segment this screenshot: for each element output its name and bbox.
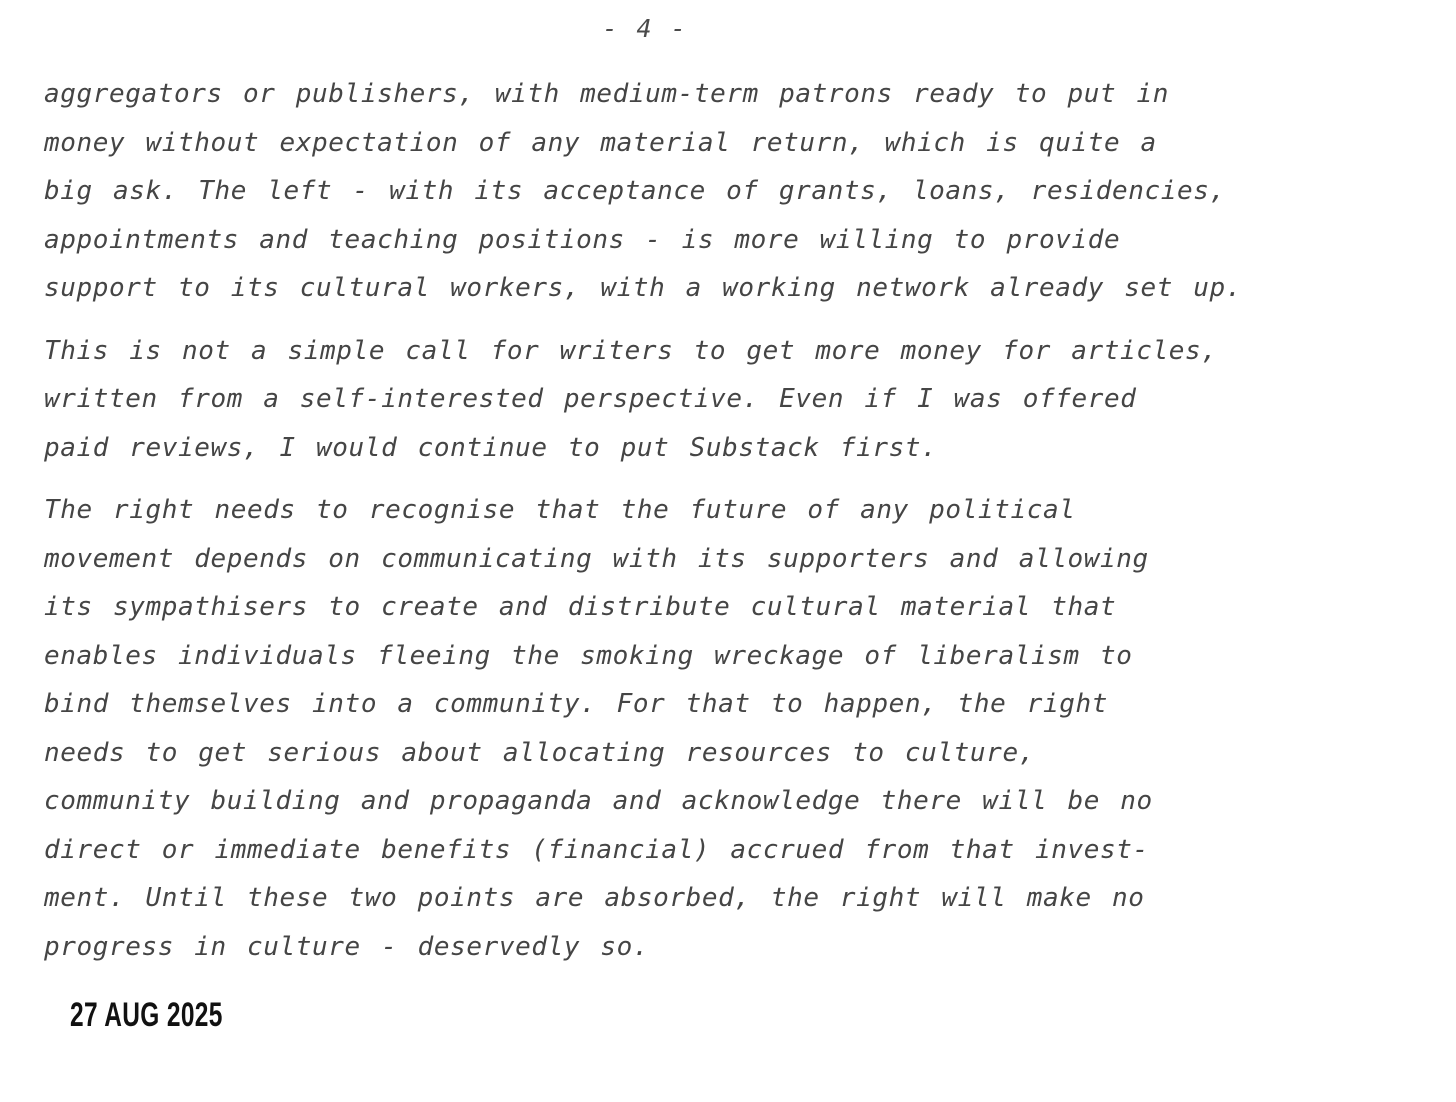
text-line: paid reviews, I would continue to put Substack first. xyxy=(44,432,938,463)
text-line: progress in culture - deservedly so. xyxy=(44,931,650,962)
text-line: bind themselves into a community. For that to happen, the right xyxy=(44,689,1108,719)
text-line: enables individuals fleeing the smoking wreckage of liberalism to xyxy=(44,640,1133,671)
text-line: needs to get serious about allocating resources to culture, xyxy=(44,737,1035,768)
text-line: direct or immediate benefits (financial) accrued from that invest- xyxy=(44,834,1149,865)
text-line: movement depends on communicating with its supporters and allowing xyxy=(44,543,1149,574)
text-line: aggregators or publishers, with medium-term patrons ready to put in xyxy=(44,79,1169,109)
paragraph xyxy=(44,486,1444,971)
text-line: big ask. The left - with its acceptance of grants, loans, residencies, xyxy=(44,176,1226,206)
text-line: appointments and teaching positions - is more willing to provide xyxy=(44,224,1121,255)
text-line: written from a self-interested perspective. Even if I was offered xyxy=(44,384,1137,414)
text-line: its sympathisers to create and distribute cultural material that xyxy=(44,592,1117,622)
text-line: ment. Until these two points are absorbed, the right will make no xyxy=(44,883,1145,913)
paragraph xyxy=(44,327,1444,473)
text-line: support to its cultural workers, with a working network already set up. xyxy=(44,273,1242,303)
paragraph xyxy=(44,70,1444,313)
body-text xyxy=(44,70,1444,985)
text-line: The right needs to recognise that the future of any political xyxy=(44,495,1076,525)
text-line: This is not a simple call for writers to get more money for articles, xyxy=(44,335,1218,366)
date-stamp: 27 AUG 2025 xyxy=(70,996,223,1034)
page-number: - 4 - xyxy=(602,14,688,43)
text-line: community building and propaganda and acknowledge there will be no xyxy=(44,786,1153,816)
text-line: money without expectation of any material return, which is quite a xyxy=(44,127,1157,158)
